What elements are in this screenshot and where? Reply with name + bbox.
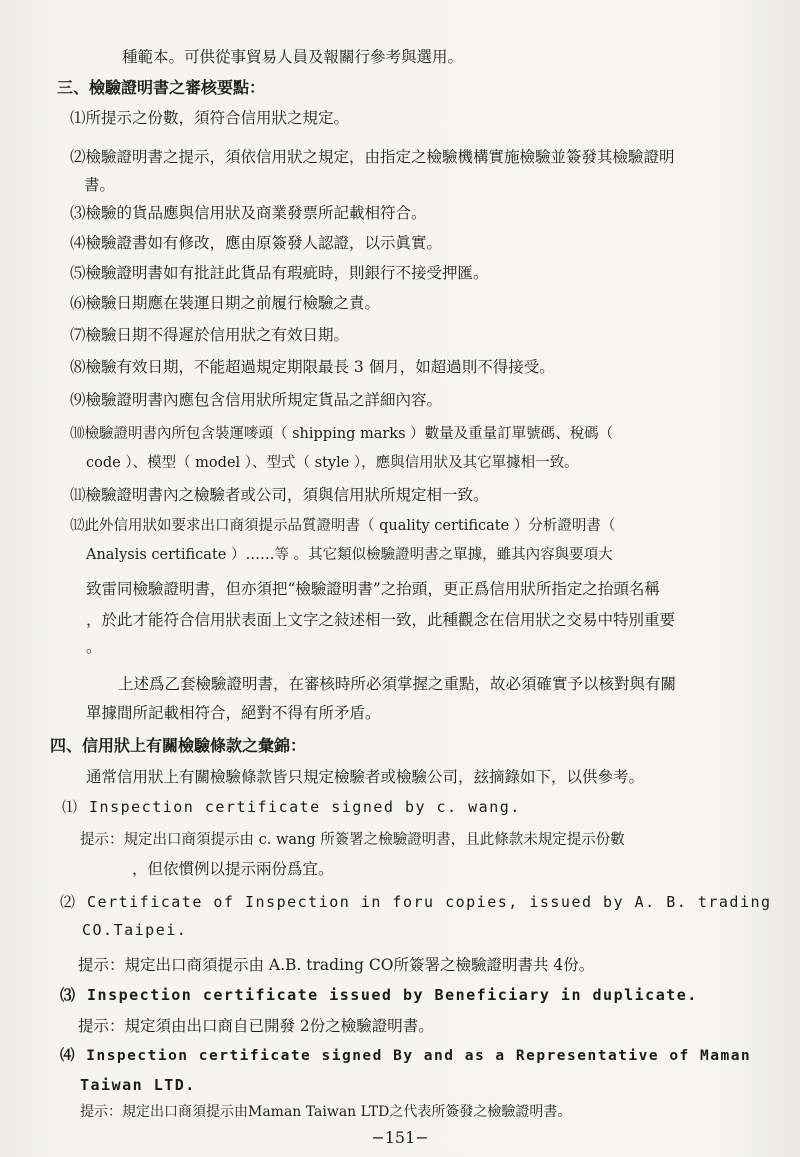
- list-item: 致雷同檢驗證明書，但亦須把“檢驗證明書”之抬頭，更正爲信用狀所指定之抬頭名稱: [86, 580, 660, 598]
- summary-line-1: 上述爲乙套檢驗證明書，在審核時所必須掌握之重點，故必須確實予以核對與有關: [118, 675, 677, 693]
- section-4-heading: 四、信用狀上有關檢驗條款之彙錦：: [50, 736, 307, 755]
- clause-1-note: 提示：規定出口商須提示由 c. wang 所簽署之檢驗證明書，且此條款未規定提示份數: [80, 832, 625, 848]
- list-item: ⑼檢驗證明書內應包含信用狀所規定貨品之詳細內容。: [70, 391, 443, 409]
- list-item: ⑴所提示之份數，須符合信用狀之規定。: [70, 109, 350, 127]
- page-number: −151−: [371, 1128, 429, 1147]
- clause-2-cont: CO.Taipei.: [82, 921, 188, 939]
- list-item: ⑹檢驗日期應在裝運日期之前履行檢驗之責。: [70, 294, 381, 312]
- summary-line-2: 單據間所記載相符合，絕對不得有所矛盾。: [86, 704, 381, 722]
- list-item: 書。: [84, 176, 116, 194]
- clause-4: ⑷ Inspection certificate signed By and as a Representative of Maman: [60, 1048, 752, 1064]
- list-item: ⑾檢驗證明書內之檢驗者或公司，須與信用狀所規定相一致。: [70, 486, 489, 504]
- list-item: ⑶檢驗的貨品應與信用狀及商業發票所記載相符合。: [70, 204, 427, 222]
- clause-1: ⑴ Inspection certificate signed by c. wang.: [62, 798, 521, 816]
- clause-3: ⑶ Inspection certificate issued by Beneficiary in duplicate.: [60, 986, 698, 1004]
- list-item: ⑺檢驗日期不得遲於信用狀之有效日期。: [70, 326, 350, 344]
- section-4-intro: 通常信用狀上有關檢驗條款皆只規定檢驗者或檢驗公司，玆摘錄如下，以供參考。: [86, 768, 645, 786]
- list-item: code ）、模型（ model ）、型式（ style ），應與信用狀及其它單據相一致。: [86, 455, 579, 471]
- list-item: ⑸檢驗證明書如有批註此貨品有瑕疵時，則銀行不接受押匯。: [70, 264, 489, 282]
- clause-1-note-cont: ，但依慣例以提示兩份爲宜。: [132, 860, 334, 878]
- list-item: ⑷檢驗證書如有修改，應由原簽發人認證，以示眞實。: [70, 234, 443, 252]
- clause-2: ⑵ Certificate of Inspection in foru copies, issued by A. B. trading: [60, 893, 772, 911]
- clause-4-note: 提示：規定出口商須提示由Maman Taiwan LTD之代表所簽發之檢驗證明書。: [80, 1104, 572, 1120]
- list-item: 。: [86, 638, 102, 656]
- intro-tail: 種範本。可供從事貿易人員及報關行參考與選用。: [122, 48, 464, 66]
- section-3-heading: 三、檢驗證明書之審核要點：: [57, 78, 266, 97]
- clause-4-cont: Taiwan LTD.: [80, 1076, 196, 1094]
- list-item: Analysis certificate ）……等 。其它類似檢驗證明書之單據，雖其內容與要項大: [86, 547, 613, 563]
- list-item: ⑵檢驗證明書之提示，須依信用狀之規定，由指定之檢驗機構實施檢驗並簽發其檢驗證明: [70, 148, 675, 166]
- clause-3-note: 提示：規定須由出口商自已開發 2份之檢驗證明書。: [78, 1017, 434, 1035]
- list-item: ⑻檢驗有效日期，不能超過規定期限最長 3 個月，如超過則不得接受。: [70, 358, 555, 376]
- list-item: ⑽檢驗證明書內所包含裝運嘜頭（ shipping marks ）數量及重量訂單號碼、稅碼（: [70, 426, 614, 442]
- list-item: ⑿此外信用狀如要求出口商須提示品質證明書（ quality certificate ）分析證明書（: [70, 518, 616, 534]
- list-item: ，於此才能符合信用狀表面上文字之敍述相一致，此種觀念在信用狀之交易中特別重要: [86, 611, 676, 629]
- clause-2-note: 提示：規定出口商須提示由 A.B. trading CO所簽署之檢驗證明書共 4份。: [78, 956, 595, 974]
